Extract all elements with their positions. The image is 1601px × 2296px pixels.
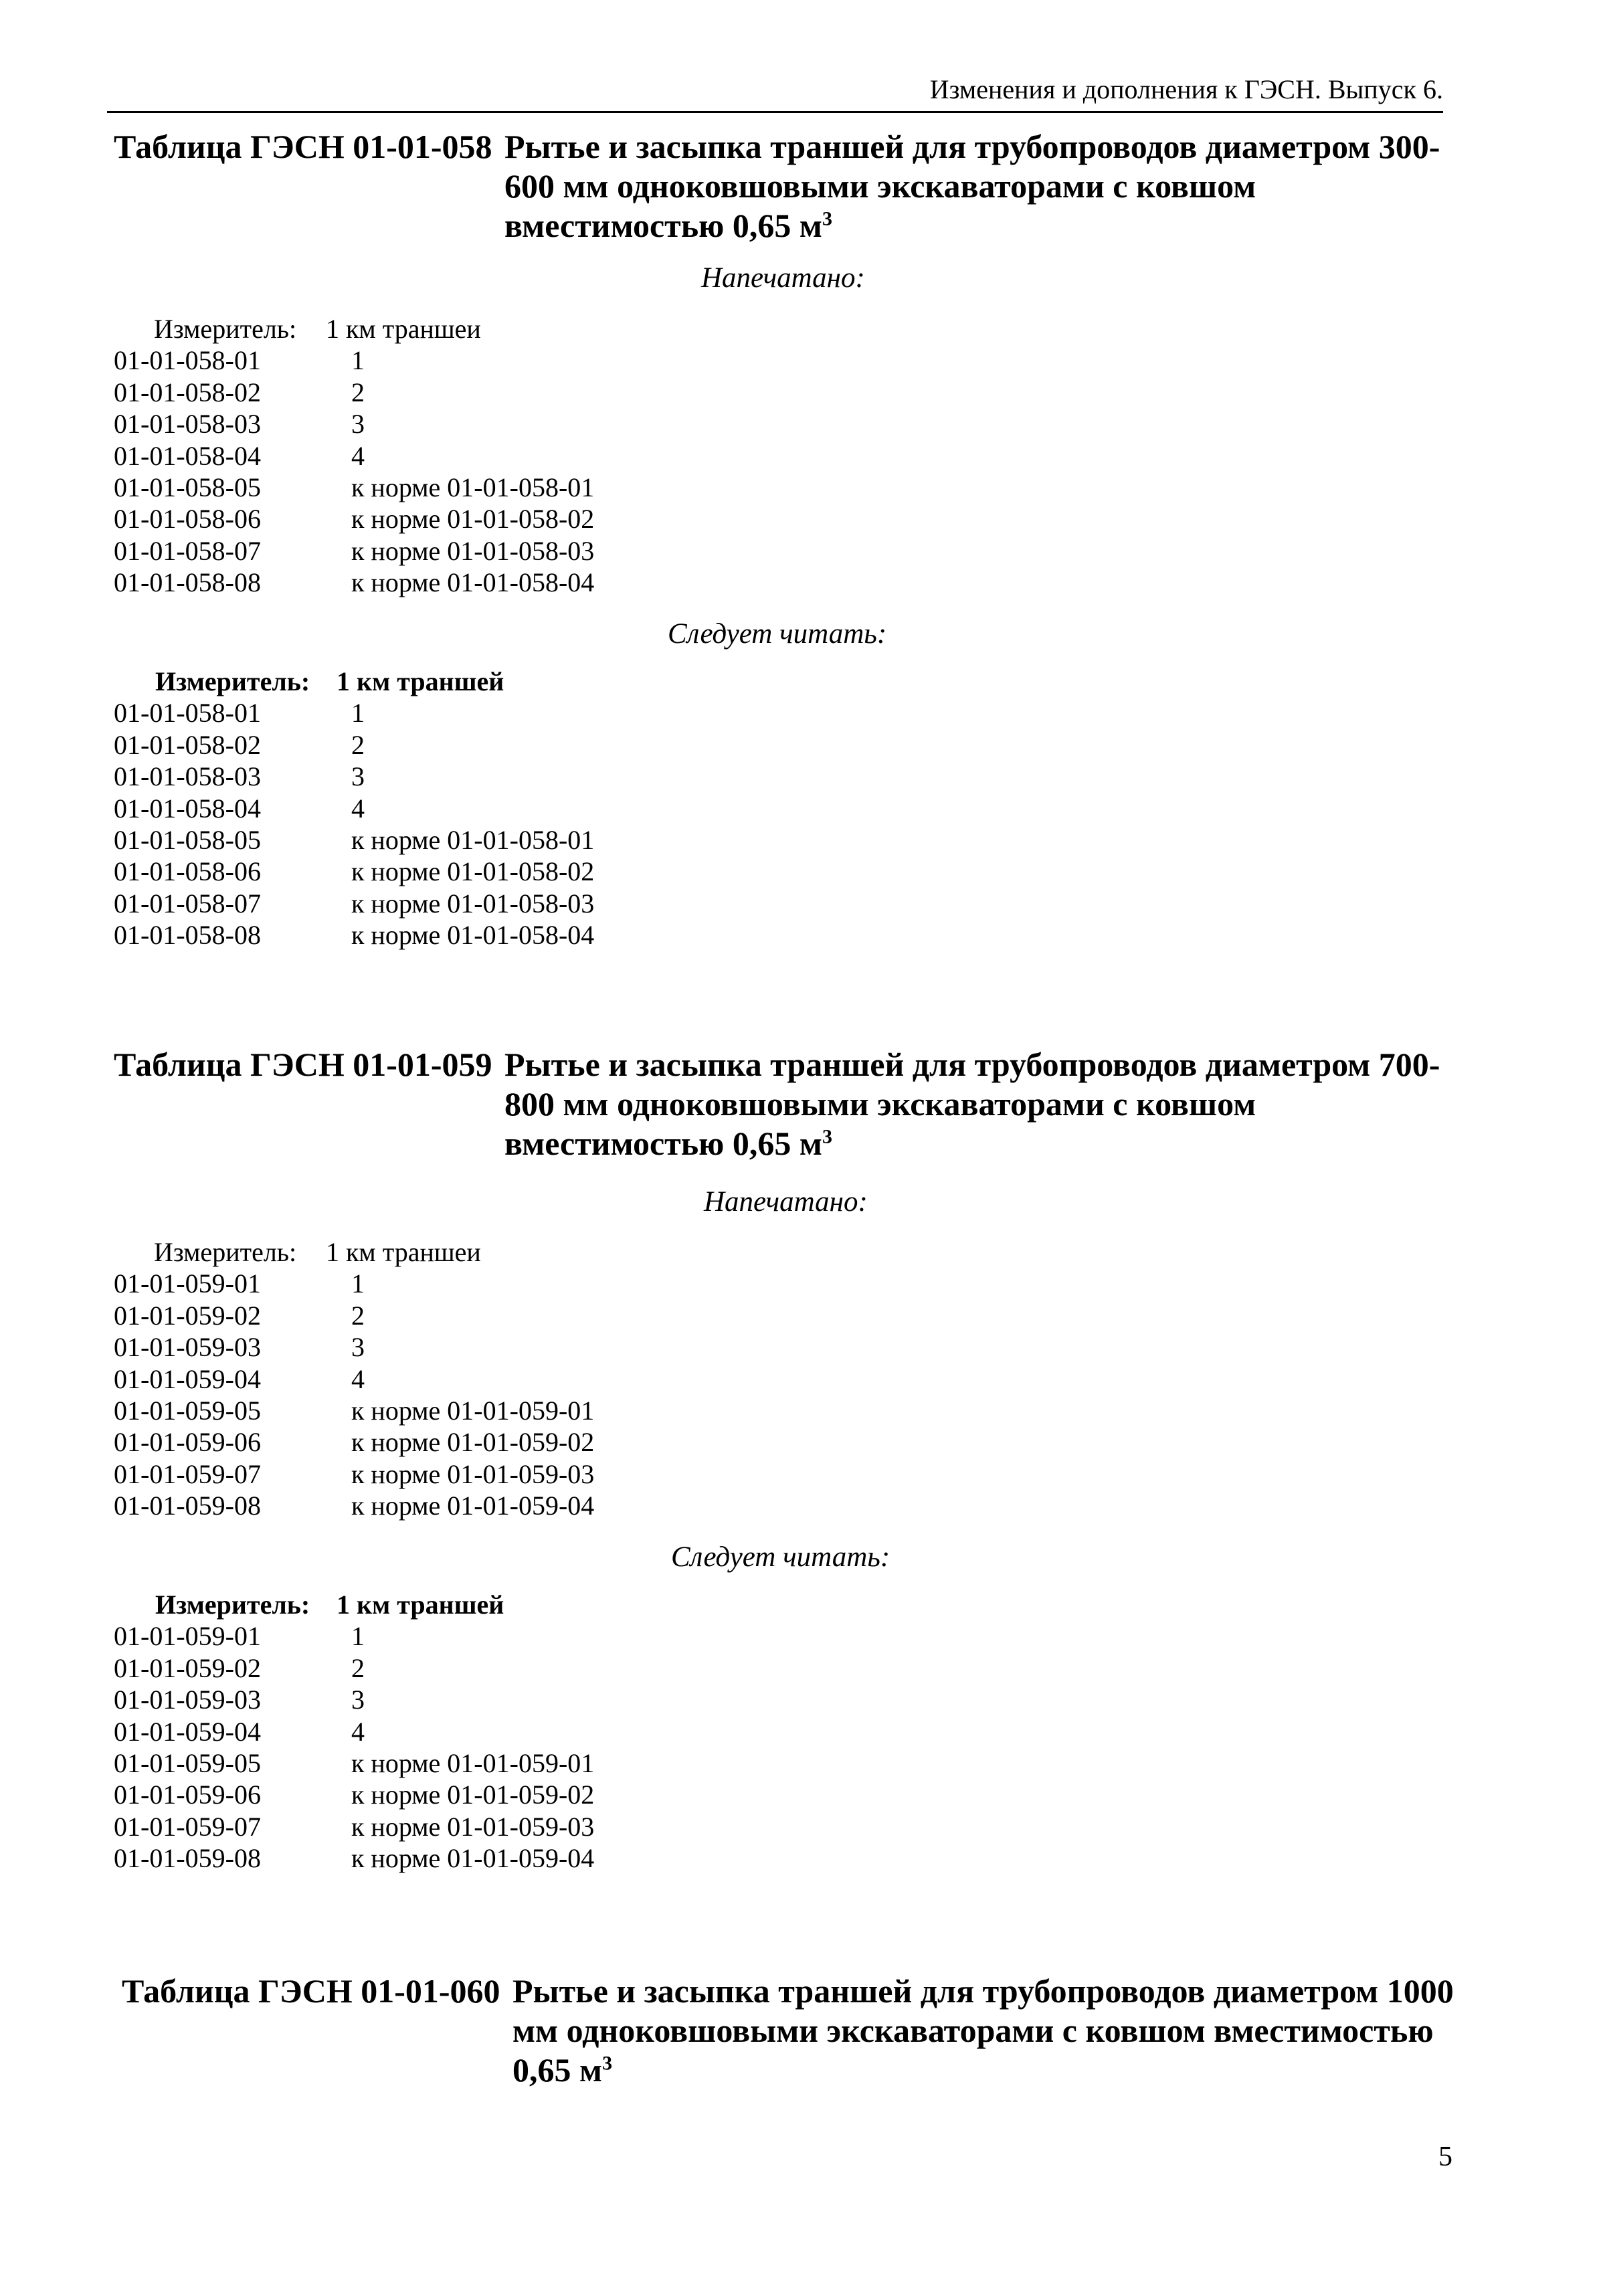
norm-code: 01-01-058-04 <box>114 793 261 824</box>
unit-superscript: 3 <box>822 1125 832 1148</box>
norm-code: 01-01-058-04 <box>114 440 261 471</box>
norm-row <box>114 697 716 729</box>
norm-code: 01-01-058-08 <box>114 567 261 598</box>
norm-row <box>114 1684 716 1715</box>
norm-row <box>114 408 716 440</box>
meter-label: Измеритель: <box>155 1590 310 1620</box>
norm-value: 1 <box>351 1621 365 1652</box>
corrected-block-058 <box>114 666 716 951</box>
norm-row <box>114 1842 716 1874</box>
norm-code: 01-01-058-07 <box>114 535 261 566</box>
norm-code: 01-01-059-06 <box>114 1780 261 1810</box>
norm-value: к норме 01-01-059-01 <box>351 1395 595 1426</box>
norm-row <box>114 856 716 887</box>
norm-value: к норме 01-01-059-02 <box>351 1427 595 1458</box>
norm-row <box>114 472 716 503</box>
norm-code: 01-01-058-01 <box>114 698 261 729</box>
meter-label: Измеритель: <box>154 314 297 344</box>
norm-code: 01-01-058-06 <box>114 856 261 887</box>
meter-line <box>114 313 716 345</box>
norm-code: 01-01-058-02 <box>114 377 261 407</box>
table-label-058: Таблица ГЭСН 01-01-058 <box>114 128 492 165</box>
norm-code: 01-01-059-08 <box>114 1491 261 1521</box>
norm-value: к норме 01-01-058-02 <box>351 504 595 535</box>
norm-row <box>114 793 716 824</box>
norm-row <box>114 1331 716 1363</box>
norm-row <box>114 888 716 919</box>
norm-row <box>114 1300 716 1331</box>
norm-row <box>114 503 716 535</box>
norm-value: к норме 01-01-059-03 <box>351 1811 595 1842</box>
norm-value: к норме 01-01-059-02 <box>351 1780 595 1810</box>
table-text-060 <box>512 1972 1460 2090</box>
norm-code: 01-01-059-07 <box>114 1811 261 1842</box>
norm-row <box>114 1458 716 1490</box>
norm-code: 01-01-059-03 <box>114 1685 261 1715</box>
norm-value: к норме 01-01-058-02 <box>351 856 595 887</box>
norm-value: к норме 01-01-059-03 <box>351 1458 595 1489</box>
table-description-060: Рытье и засыпка траншей для трубопроводов диаметром 1000 мм одноковшовыми экскаваторами с ковшом вместимостью 0,65 м <box>512 1972 1454 2089</box>
norm-value: к норме 01-01-058-01 <box>351 824 595 855</box>
norm-code: 01-01-059-07 <box>114 1458 261 1489</box>
norm-value: к норме 01-01-058-01 <box>351 472 595 502</box>
meter-line <box>114 1589 716 1620</box>
norm-code: 01-01-058-07 <box>114 888 261 919</box>
meter-value: 1 км траншеи <box>326 314 481 344</box>
page-number: 5 <box>1438 2141 1452 2172</box>
norm-row <box>114 567 716 598</box>
table-description-059: Рытье и засыпка траншей для трубопроводов диаметром 700-800 мм одноковшовыми экскаваторами с ковшом вместимостью 0,65 м <box>504 1046 1440 1162</box>
meter-value: 1 км траншей <box>337 666 504 696</box>
corrected-caption-059: Следует читать: <box>671 1541 890 1573</box>
table-title-060 <box>122 1972 1460 2090</box>
norm-row <box>114 1811 716 1842</box>
norm-code: 01-01-059-01 <box>114 1268 261 1299</box>
meter-line <box>114 1236 716 1268</box>
norm-row <box>114 1652 716 1684</box>
norm-value: 2 <box>351 729 365 760</box>
table-title-059 <box>114 1045 1452 1163</box>
meter-label: Измеритель: <box>155 666 310 696</box>
table-label-059: Таблица ГЭСН 01-01-059 <box>114 1046 492 1083</box>
norm-value: 3 <box>351 409 365 440</box>
norm-value: 2 <box>351 1300 365 1331</box>
norm-code: 01-01-059-02 <box>114 1300 261 1331</box>
norm-value: 4 <box>351 793 365 824</box>
norm-value: 4 <box>351 1716 365 1747</box>
norm-row <box>114 1395 716 1426</box>
norm-code: 01-01-058-05 <box>114 824 261 855</box>
norm-value: 3 <box>351 1332 365 1363</box>
norm-row <box>114 1620 716 1652</box>
corrected-caption-058: Следует читать: <box>668 618 887 650</box>
norm-code: 01-01-059-03 <box>114 1332 261 1363</box>
norm-row <box>114 345 716 376</box>
norm-row <box>114 1779 716 1810</box>
norm-code: 01-01-059-02 <box>114 1652 261 1683</box>
table-text-059 <box>504 1045 1452 1163</box>
norm-row <box>114 729 716 761</box>
norm-code: 01-01-059-01 <box>114 1621 261 1652</box>
meter-value: 1 км траншей <box>337 1590 504 1620</box>
meter-value: 1 км траншеи <box>326 1237 481 1267</box>
norm-value: 2 <box>351 1652 365 1683</box>
norm-value: к норме 01-01-059-04 <box>351 1491 595 1521</box>
norm-code: 01-01-058-03 <box>114 761 261 792</box>
norm-code: 01-01-058-06 <box>114 504 261 535</box>
norm-value: к норме 01-01-058-04 <box>351 920 595 951</box>
table-title-058 <box>114 127 1452 246</box>
norm-code: 01-01-058-08 <box>114 920 261 951</box>
norm-row <box>114 1716 716 1747</box>
header-rule <box>107 111 1443 113</box>
norm-code: 01-01-059-04 <box>114 1363 261 1394</box>
norm-value: 2 <box>351 377 365 407</box>
printed-caption-059: Напечатано: <box>704 1186 868 1218</box>
norm-row <box>114 1426 716 1458</box>
meter-label: Измеритель: <box>154 1237 297 1267</box>
norm-code: 01-01-058-05 <box>114 472 261 502</box>
norm-value: к норме 01-01-058-03 <box>351 535 595 566</box>
norm-value: 1 <box>351 698 365 729</box>
norm-row <box>114 440 716 472</box>
unit-superscript: 3 <box>822 207 832 230</box>
norm-row <box>114 1363 716 1395</box>
norm-value: 3 <box>351 761 365 792</box>
printed-block-058 <box>114 313 716 599</box>
norm-code: 01-01-058-01 <box>114 345 261 376</box>
norm-value: к норме 01-01-058-04 <box>351 567 595 598</box>
printed-block-059 <box>114 1236 716 1522</box>
table-label-060: Таблица ГЭСН 01-01-060 <box>122 1972 500 2010</box>
running-header: Изменения и дополнения к ГЭСН. Выпуск 6. <box>929 74 1443 104</box>
norm-row <box>114 1268 716 1299</box>
norm-code: 01-01-059-08 <box>114 1843 261 1874</box>
printed-caption-058: Напечатано: <box>701 262 865 294</box>
norm-value: к норме 01-01-059-01 <box>351 1747 595 1778</box>
norm-code: 01-01-059-05 <box>114 1747 261 1778</box>
norm-code: 01-01-059-05 <box>114 1395 261 1426</box>
table-text-058 <box>504 127 1452 246</box>
norm-value: 1 <box>351 345 365 376</box>
meter-line <box>114 666 716 697</box>
norm-row <box>114 919 716 951</box>
norm-row <box>114 1747 716 1779</box>
norm-code: 01-01-058-03 <box>114 409 261 440</box>
norm-row <box>114 377 716 408</box>
norm-value: 1 <box>351 1268 365 1299</box>
norm-value: к норме 01-01-059-04 <box>351 1843 595 1874</box>
norm-row <box>114 535 716 567</box>
norm-code: 01-01-059-06 <box>114 1427 261 1458</box>
norm-code: 01-01-059-04 <box>114 1716 261 1747</box>
corrected-block-059 <box>114 1589 716 1875</box>
norm-value: 3 <box>351 1685 365 1715</box>
norm-row <box>114 824 716 856</box>
table-description-058: Рытье и засыпка траншей для трубопроводов диаметром 300-600 мм одноковшовыми экскаваторами с ковшом вместимостью 0,65 м <box>504 128 1440 244</box>
norm-value: 4 <box>351 1363 365 1394</box>
norm-value: к норме 01-01-058-03 <box>351 888 595 919</box>
norm-value: 4 <box>351 440 365 471</box>
norm-row <box>114 1490 716 1521</box>
norm-code: 01-01-058-02 <box>114 729 261 760</box>
unit-superscript: 3 <box>602 2052 613 2075</box>
norm-row <box>114 761 716 792</box>
